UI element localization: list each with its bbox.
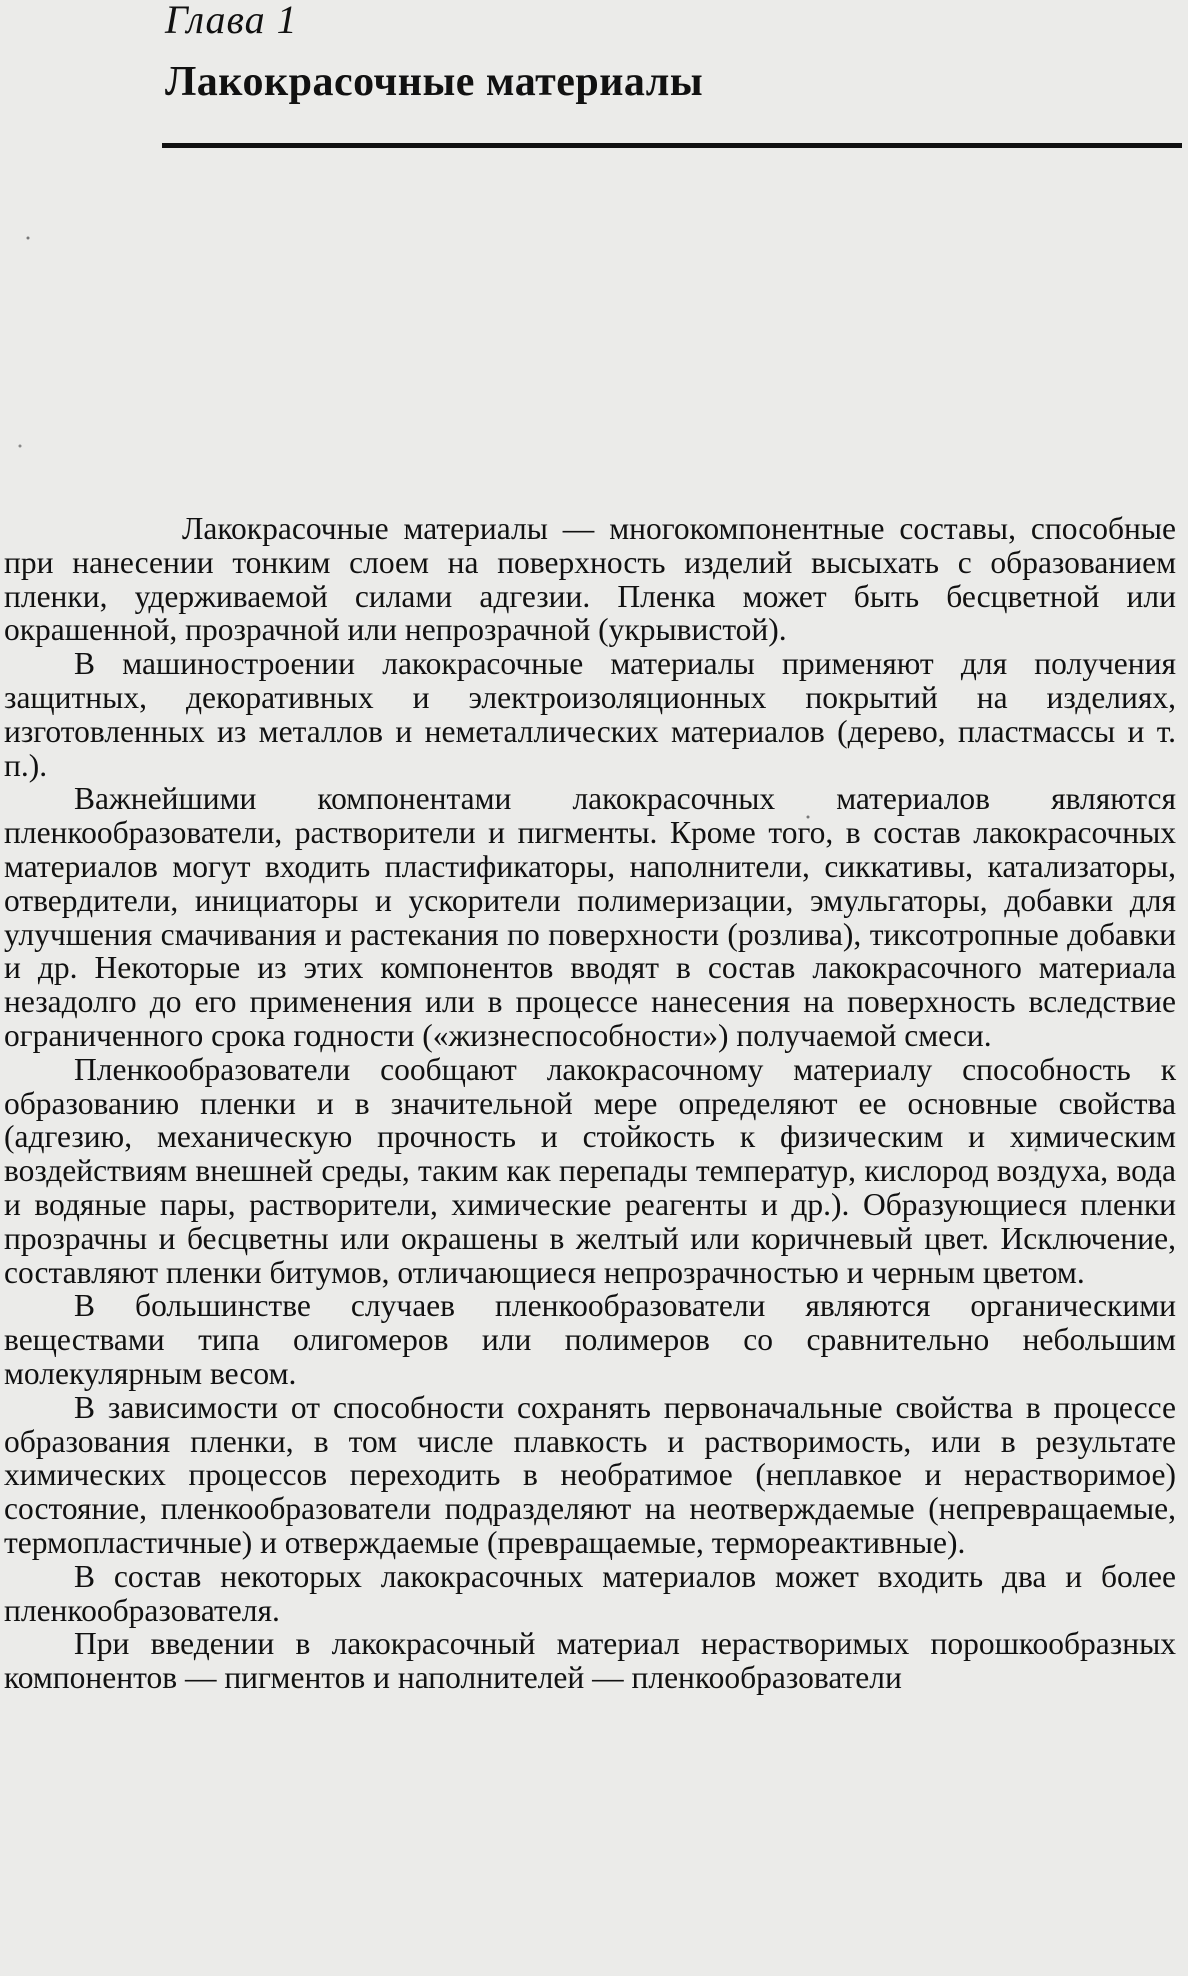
body-text (4, 512, 1176, 1695)
chapter-label: Глава 1 (165, 0, 298, 42)
paragraph: В состав некоторых лакокрасочных материалов может входить два и более пленкообразователя. (4, 1558, 1176, 1628)
paragraph: Важнейшими компонентами лакокрасочных материалов являются пленкообразователи, растворители и пигменты. Кроме того, в состав лакокрасочных материалов могут входить пластификаторы, наполнители, сиккативы, катализаторы, отвердители, инициаторы и ускорители полимеризации, эмульгаторы, добавки для улучшения смачивания и растекания по поверхности (розлива), тиксотропные добавки и др. Некоторые из этих компонентов вводят в состав лакокрасочного материала незадолго до его применения или в процессе нанесения на поверхность вследствие ограниченного срока годности («жизнеспособности») получаемой смеси. (4, 781, 1176, 1053)
speck (27, 237, 30, 240)
chapter-title: Лакокрасочные материалы (165, 59, 704, 105)
paragraph: В машиностроении лакокрасочные материалы применяют для получения защитных, декоративных и электроизоляционных покрытий на изделиях, изготовленных из металлов и неметаллических материалов (дерево, пластмассы и т. п.). (4, 646, 1176, 783)
paragraph: При введении в лакокрасочный материал нерастворимых порошкообразных компонентов — пигментов и наполнителей — пленкообразователи (4, 1626, 1176, 1696)
paragraph: В зависимости от способности сохранять первоначальные свойства в процессе образования пленки, в том числе плавкость и растворимость, или в результате химических процессов переходить в необратимое (неплавкое и нерастворимое) состояние, пленкообразователи подразделяют на неотверждаемые (непревращаемые, термопластичные) и отверждаемые (превращаемые, термореактивные). (4, 1389, 1176, 1560)
paragraph: Пленкообразователи сообщают лакокрасочному материалу способность к образованию пленки и в значительной мере определяют ее основные свойства (адгезию, механическую прочность и стойкость к физическим и химическим воздействиям внешней среды, таким как перепады температур, кислород воздуха, вода и водяные пары, растворители, химические реагенты и др.). Образующиеся пленки прозрачны и бесцветны или окрашены в желтый или коричневый цвет. Исключение, составляют пленки битумов, отличающиеся непрозрачностью и черным цветом. (4, 1051, 1176, 1290)
paragraph: В большинстве случаев пленкообразователи являются органическими веществами типа олигомеров или полимеров со сравнительно небольшим молекулярным весом. (4, 1288, 1176, 1391)
speck (19, 445, 22, 448)
paragraph: Лакокрасочные материалы — многокомпонентные составы, способные при нанесении тонким слоем на поверхность изделий высыхать с образованием пленки, удерживаемой силами адгезии. Пленка может быть бесцветной или окрашенной, прозрачной или непрозрачной (укрывистой). (4, 511, 1176, 648)
